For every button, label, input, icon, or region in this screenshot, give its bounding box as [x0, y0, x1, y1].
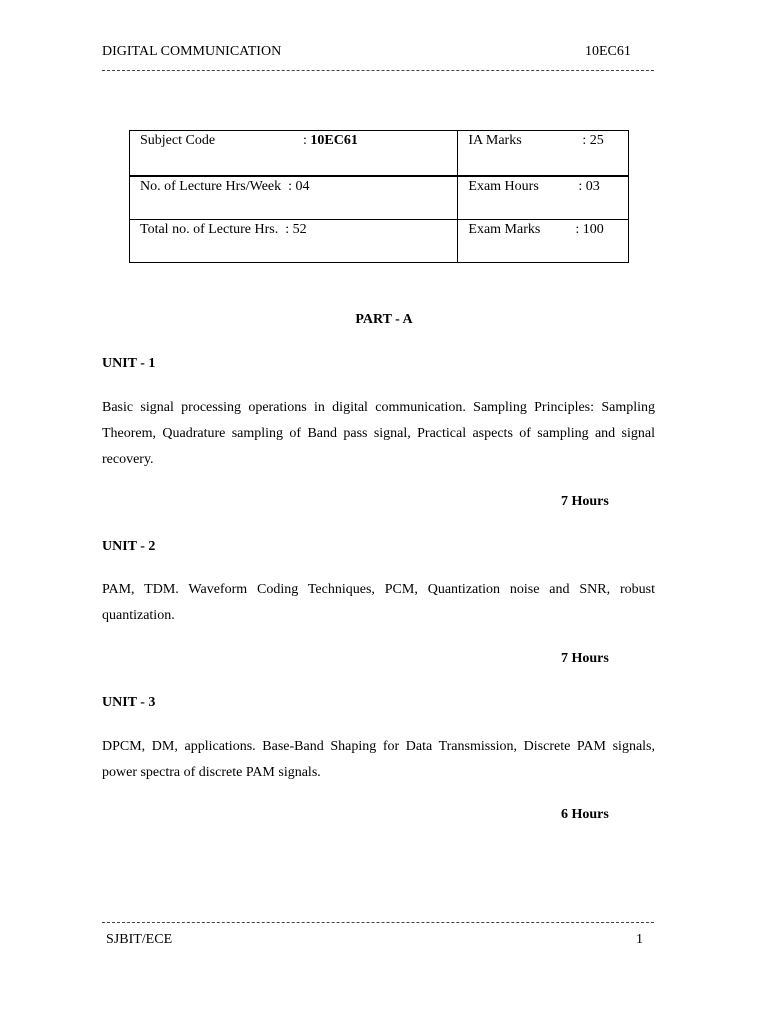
ia-marks-label: IA Marks	[468, 133, 522, 148]
footer-institution: SJBIT/ECE	[106, 932, 173, 947]
exam-marks-value: : 100	[575, 222, 604, 237]
unit-3-description: DPCM, DM, applications. Base-Band Shaping for Data Transmission, Discrete PAM signals, power spectra of discrete PAM signals.	[102, 739, 655, 780]
table-cell	[130, 220, 458, 263]
table-cell	[458, 131, 629, 177]
exam-marks-label: Exam Marks	[468, 222, 541, 237]
lecture-hrs-week-label: No. of Lecture Hrs/Week	[140, 179, 282, 194]
unit-1-description: Basic signal processing operations in digital communication. Sampling Principles: Sampling Theorem, Quadrature sampling of Band pass signal, Practical aspects of sampling and signal recovery.	[102, 400, 655, 467]
ia-marks-value: : 25	[582, 133, 604, 148]
subject-code-label: Subject Code	[140, 133, 216, 148]
footer-divider	[102, 922, 654, 923]
course-info-table	[129, 130, 629, 263]
total-lecture-value: : 52	[285, 222, 307, 237]
unit-2-hours: 7 Hours	[561, 651, 609, 666]
exam-hours-value: : 03	[578, 179, 600, 194]
header-divider	[102, 70, 654, 71]
unit-3-title: UNIT - 3	[102, 695, 156, 710]
header-course-code: 10EC61	[585, 44, 631, 59]
part-heading: PART - A	[355, 312, 413, 327]
total-lecture-label: Total no. of Lecture Hrs.	[140, 222, 279, 237]
page-number: 1	[636, 932, 643, 947]
exam-hours-label: Exam Hours	[468, 179, 539, 194]
unit-1-hours: 7 Hours	[561, 494, 609, 509]
table-row	[130, 131, 629, 177]
table-row	[130, 176, 629, 220]
table-cell	[458, 176, 629, 220]
lecture-hrs-week-value: : 04	[288, 179, 310, 194]
unit-1-title: UNIT - 1	[102, 356, 156, 371]
unit-3-hours: 6 Hours	[561, 807, 609, 822]
table-row	[130, 220, 629, 263]
unit-2-title: UNIT - 2	[102, 539, 156, 554]
table-cell	[130, 176, 458, 220]
subject-code-value: 10EC61	[310, 133, 358, 148]
table-cell: Subject Code : 10EC61	[130, 131, 458, 177]
header-title: DIGITAL COMMUNICATION	[102, 44, 282, 59]
table-cell	[458, 220, 629, 263]
unit-2-description: PAM, TDM. Waveform Coding Techniques, PCM, Quantization noise and SNR, robust quantization.	[102, 582, 655, 623]
